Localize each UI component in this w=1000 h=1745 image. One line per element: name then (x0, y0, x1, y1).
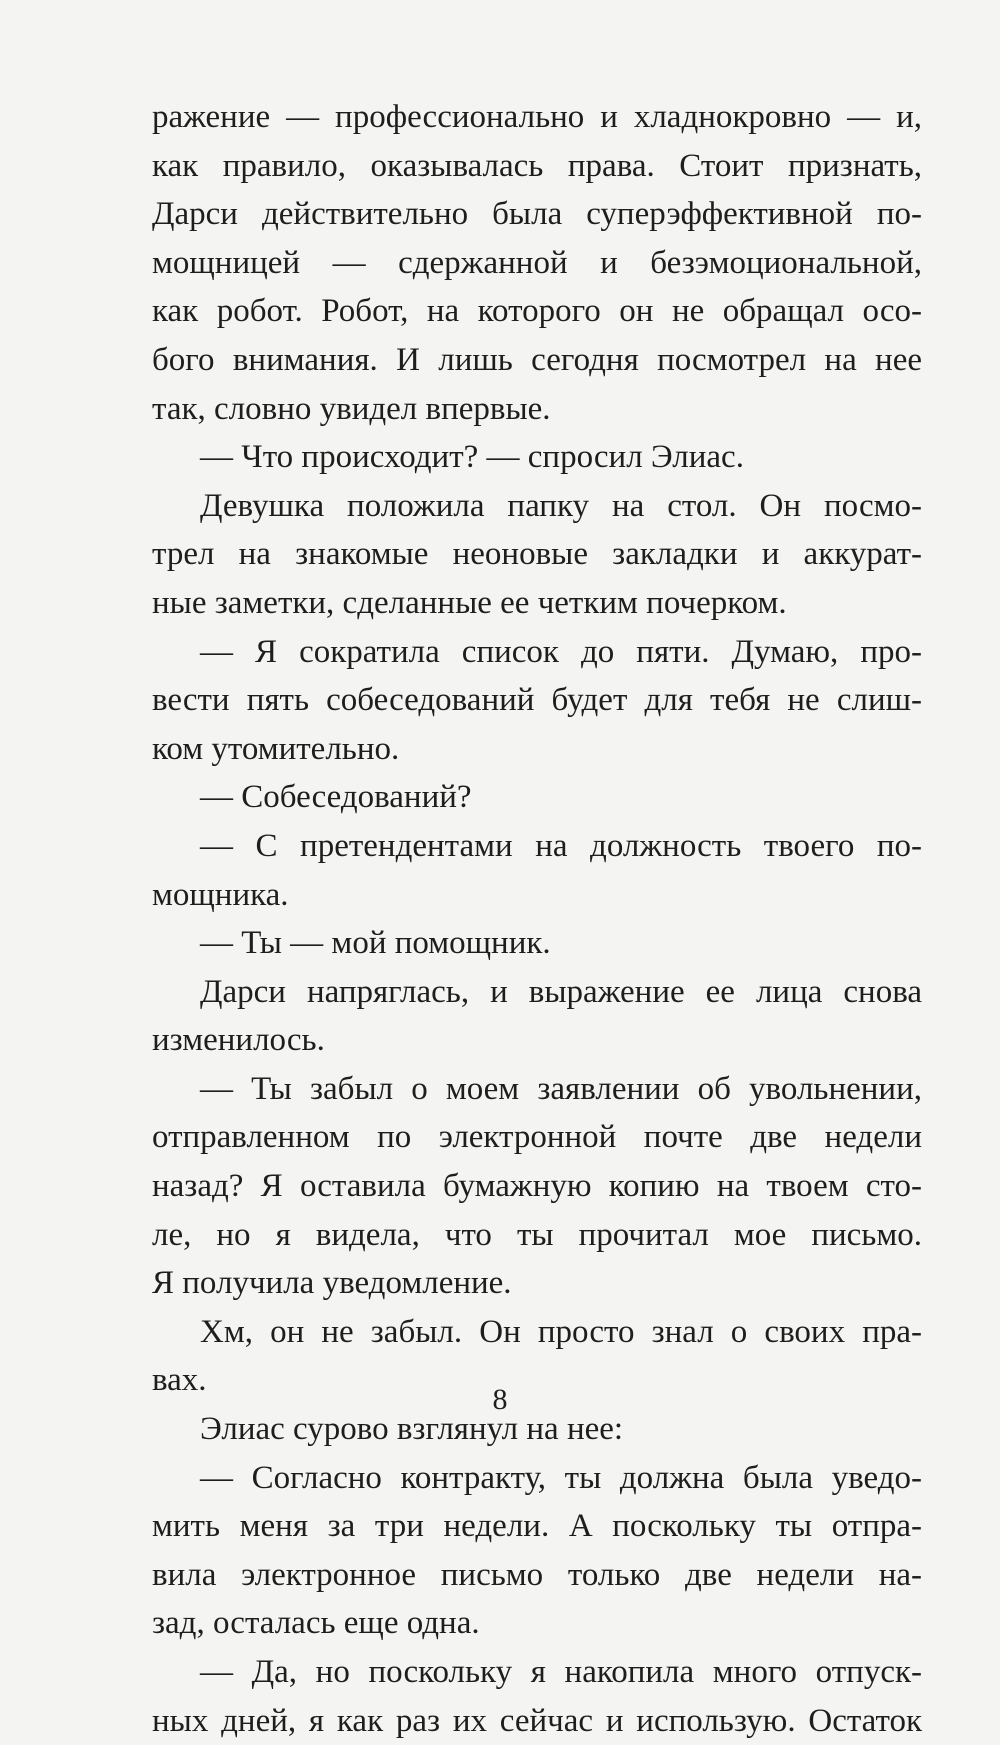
text-line: как правило, оказывалась права. Стоит признать, (152, 147, 922, 184)
text-line: Элиас сурово взглянул на нее: (200, 1411, 624, 1448)
text-line: Девушка положила папку на стол. Он посмо- (200, 487, 922, 524)
text-line: — Ты — мой помощник. (200, 925, 551, 962)
text-line: трел на знакомые неоновые закладки и аккурат- (152, 536, 922, 573)
text-line: — Я сократила список до пяти. Думаю, про- (200, 633, 922, 670)
text-line: вести пять собеседований будет для тебя не слиш- (152, 682, 922, 719)
text-line: ражение — профессионально и хладнокровно — и, (152, 99, 922, 135)
text-line: Я получила уведомление. (152, 1265, 512, 1302)
text-line: вах. (152, 1362, 207, 1399)
text-line: — Собеседований? (200, 779, 472, 816)
text-line: — Да, но поскольку я накопила много отпуск- (200, 1654, 922, 1690)
text-line: бого внимания. И лишь сегодня посмотрел на нее (152, 341, 922, 378)
text-line: назад? Я оставила бумажную копию на твоем сто- (152, 1168, 922, 1205)
text-line: отправленном по электронной почте две недели (152, 1119, 922, 1156)
text-line: вила электронное письмо только две недели на- (152, 1556, 922, 1593)
text-line: так, словно увидел впервые. (152, 390, 551, 427)
text-line: как робот. Робот, на которого он не обращал осо- (152, 293, 922, 330)
text-line: — Согласно контракту, ты должна была уведо- (200, 1459, 922, 1496)
text-line: мить меня за три недели. А поскольку ты отпра- (152, 1508, 922, 1545)
text-line: — С претендентами на должность твоего по- (200, 827, 922, 864)
text-line: — Что происходит? — спросил Элиас. (200, 439, 744, 476)
text-line: — Ты забыл о моем заявлении об увольнении, (200, 1070, 922, 1107)
text-line: Хм, он не забыл. Он просто знал о своих пра- (200, 1313, 922, 1350)
text-line: мощницей — сдержанной и безэмоциональной, (152, 244, 922, 281)
text-line: ле, но я видела, что ты прочитал мое письмо. (152, 1216, 922, 1253)
text-line: изменилось. (152, 1022, 325, 1059)
text-line: зад, осталась еще одна. (152, 1605, 480, 1642)
text-line: Дарси напряглась, и выражение ее лица снова (200, 973, 922, 1010)
body-text (152, 93, 922, 1745)
text-line: мощника. (152, 876, 289, 913)
text-line: ком утомительно. (152, 730, 400, 767)
text-line: ных дней, я как раз их сейчас и использую. Остаток (152, 1702, 922, 1739)
text-line: Дарси действительно была суперэффективной по- (152, 196, 922, 233)
text-line: ные заметки, сделанные ее четким почерком. (152, 584, 787, 621)
page-number: 8 (492, 1383, 508, 1416)
